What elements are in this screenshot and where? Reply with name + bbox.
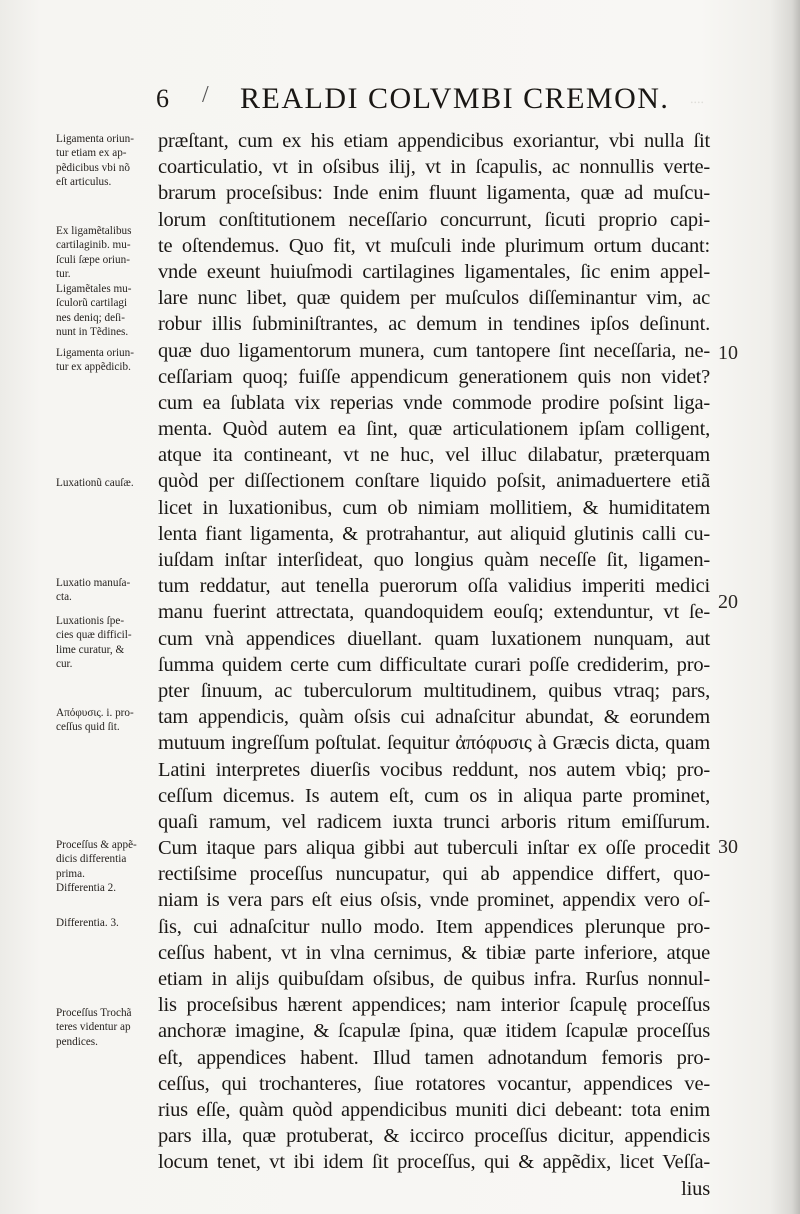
marginal-note-line: dicis differentia	[56, 853, 127, 866]
text-line: ceſſum dicemus. Is autem eſt, cum os in aliqua parte prominet,	[158, 784, 710, 807]
marginal-note	[56, 346, 156, 375]
marginal-note-line: Ligamenta oriun-	[56, 347, 134, 359]
text-line: rius eſſe, quàm quòd appendicibus muniti dici debeant: tota enim	[158, 1098, 710, 1121]
marginal-note-line: nes deniq; deſi-	[56, 311, 125, 324]
marginal-note-line: ſculorũ cartilagi	[56, 297, 128, 310]
marginal-note	[56, 838, 156, 881]
text-line: robur illis ſubminiſtrantes, ac demum in tendines ipſos deſinunt.	[158, 313, 710, 336]
text-line: niam is vera pars eſt eius oſsis, vnde prominet, appendix vero oſ-	[158, 889, 710, 912]
line-number: 30	[718, 836, 738, 858]
marginal-note-line: tur etiam ex ap-	[56, 147, 127, 160]
text-line: tum reddatur, aut tenella puerorum oſſa validius imperiti medici	[158, 575, 710, 598]
text-line: rectiſsime proceſſus nuncupatur, qui ab appendice differt, quo-	[158, 863, 710, 886]
text-line: menta. Quòd autem ea ſint, quæ articulationem ipſam colligent,	[158, 418, 710, 441]
bleed-through: ∙∙∙∙	[690, 96, 704, 111]
marginal-note-line: cta.	[56, 591, 72, 604]
line-number: 10	[718, 342, 738, 364]
marginal-note-line: lime curatur, &	[56, 643, 125, 656]
text-line: locum tenet, vt ibi idem ſit proceſſus, qui & appẽdix, licet Veſſa-	[158, 1151, 710, 1174]
text-line: anchoræ imagine, & ſcapulæ ſpina, quæ itidem ſcapulæ proceſſus	[158, 1020, 710, 1043]
text-line: cum vnà appendices diuellant. quam luxationem nunquam, aut	[158, 627, 710, 650]
text-line: licet in luxationibus, cum ob nimiam mollitiem, & humiditatem	[158, 496, 710, 519]
marginal-note	[56, 614, 156, 672]
marginal-note-line: Ex ligamẽtalibus	[56, 225, 132, 237]
text-line: tam appendicis, quàm oſsis cui adnaſcitur abundat, & eorundem	[158, 706, 710, 729]
text-line: ſis, cui adnaſcitur nullo modo. Item appendices plerunque pro-	[158, 915, 710, 938]
text-line: ceſſariam quoq; fuiſſe appendicum generationem quis non videt?	[158, 365, 710, 388]
text-line: pter ſinuum, ac tuberculorum multitudinem, quibus vtraq; pars,	[158, 679, 710, 702]
marginal-note	[56, 706, 156, 735]
marginal-note-line: eſt articulus.	[56, 176, 112, 189]
text-line: atque ita contineant, vt ne huc, vel illuc dilabatur, præterquam	[158, 444, 710, 467]
text-line: lenta fiant ligamenta, & protrahantur, aut aliquid glutinis calli cu-	[158, 522, 710, 545]
text-line: ceſſus, qui trochanteres, ſiue rotatores vocantur, appendices ve-	[158, 1072, 710, 1095]
marginal-note-line: cur.	[56, 658, 73, 671]
text-line: Latini interpretes diuerſis vocibus reddunt, nos autem vbiq; pro-	[158, 758, 710, 781]
text-line: quòd per diſſectionem conſtare liquido poſsit, animaduertere etiã	[158, 470, 710, 493]
marginal-note-line: nunt in Tẽdines.	[56, 326, 129, 339]
marginal-note-line: tur.	[56, 268, 71, 281]
marginal-note	[56, 916, 156, 930]
text-line: mutuum ingreſſum poſtulat. ſequitur ἀπόφυσις à Græcis dicta, quam	[158, 732, 710, 755]
marginal-note-line: pendices.	[56, 1035, 98, 1048]
text-line: brarum proceſsibus: Inde enim fluunt ligamenta, quæ ad muſcu-	[158, 182, 710, 205]
main-text	[158, 128, 710, 1202]
marginal-note-line: Differentia. 3.	[56, 917, 119, 929]
text-line: etiam in alijs quibuſdam oſsibus, de quibus infra. Rurſus nonnul-	[158, 968, 710, 990]
text-line: ſumma quidem certe cum difficultate curari poſſe crediderim, pro-	[158, 653, 710, 676]
marginal-note-line: ſculi ſæpe oriun-	[56, 253, 130, 266]
marginal-note-line: Aπόφυσις. i. pro-	[56, 707, 134, 719]
marginal-note	[56, 881, 156, 895]
marginal-note-line: Ligamẽtales mu-	[56, 283, 132, 295]
text-line: coarticulatio, vt in oſsibus ilij, vt in ſcapulis, ac nonnullis verte-	[158, 156, 710, 179]
marginal-note-line: Differentia 2.	[56, 882, 117, 894]
marginal-note	[56, 282, 156, 340]
text-line: manu fuerint attrectata, quandoquidem eouſq; extenduntur, vt ſe-	[158, 601, 710, 624]
page-header	[140, 82, 670, 116]
text-line: lis proceſsibus hærent appendices; nam interior ſcapulę proceſſus	[158, 994, 710, 1017]
marginal-note-line: cartilaginib. mu-	[56, 239, 131, 252]
marginal-note-line: Luxationũ cauſæ.	[56, 477, 134, 489]
line-number: 20	[718, 591, 738, 613]
text-line: præſtant, cum ex his etiam appendicibus exoriantur, vbi nulla ſit	[158, 130, 710, 152]
marginal-note	[56, 132, 156, 190]
marginal-note	[56, 224, 156, 282]
text-line: te oſtendemus. Quo fit, vt muſculi inde plurimum ortum ducant:	[158, 234, 710, 257]
marginal-note	[56, 576, 156, 605]
marginal-note-line: tur ex appẽdicib.	[56, 361, 131, 374]
text-line: quæ duo ligamentorum munera, cum tantopere ſint neceſſaria, ne-	[158, 339, 710, 362]
text-line: ceſſus habent, vt in vlna cernimus, & tibiæ parte inferiore, atque	[158, 941, 710, 964]
marginal-note-line: Proceſſus & appẽ-	[56, 839, 137, 851]
marginal-note	[56, 476, 156, 490]
page-number: 6	[156, 84, 171, 113]
header-separator: /	[202, 82, 211, 108]
text-line: lorum conſtitutionem neceſſario concurrunt, ſicuti proprio capi-	[158, 208, 710, 231]
marginal-note-line: Ligamenta oriun-	[56, 133, 134, 145]
marginal-note	[56, 1006, 156, 1049]
marginal-note-line: ceſſus quid ſit.	[56, 721, 120, 734]
text-line: vnde exeunt huiuſmodi cartilagines ligamentales, ſic enim appel-	[158, 260, 710, 283]
marginal-note-line: pẽdicibus vbi nõ	[56, 161, 130, 174]
text-line: iuſdam inſtar interſideat, quo longius quàm neceſſe ſit, ligamen-	[158, 549, 710, 571]
catchword: lius	[681, 1177, 710, 1200]
marginal-note-line: Proceſſus Trochã	[56, 1007, 132, 1019]
text-line: pars illa, quæ protuberat, & iccirco proceſſus dicitur, appendicis	[158, 1125, 710, 1148]
marginal-note-line: Luxationis ſpe-	[56, 615, 125, 627]
marginal-note-line: Luxatio manuſa-	[56, 577, 131, 589]
running-title: REALDI COLVMBI CREMON.	[240, 82, 670, 115]
text-line: cum ea ſublata vix reperias vnde commode prodire poſsint liga-	[158, 391, 710, 414]
marginal-note-line: prima.	[56, 867, 85, 880]
text-line: lare nunc libet, quæ quidem per muſculos diſſeminantur vim, ac	[158, 287, 710, 310]
text-line: eſt, appendices habent. Illud tamen adnotandum femoris pro-	[158, 1046, 710, 1069]
marginal-note-line: teres videntur ap	[56, 1021, 131, 1034]
text-line: Cum itaque pars aliqua gibbi aut tuberculi inſtar ex oſſe procedit	[158, 837, 710, 860]
marginal-note-line: cies quæ difficil-	[56, 629, 132, 642]
text-line: quaſi ramum, vel radicem iuxta trunci arboris ritum emiſſurum.	[158, 810, 710, 833]
